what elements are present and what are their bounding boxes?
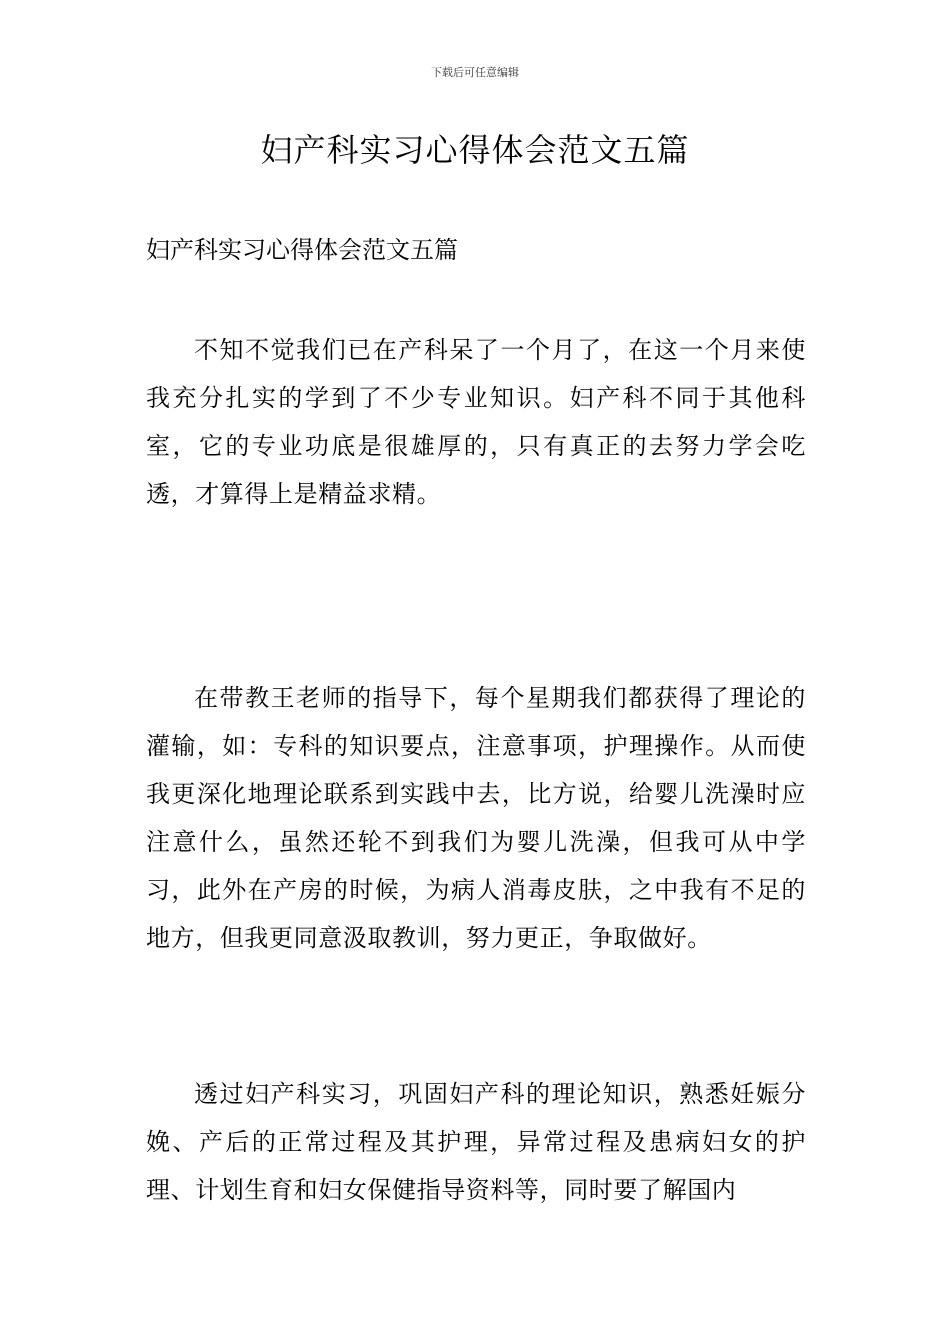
header-note: 下载后可任意编辑 — [431, 66, 519, 79]
document-subtitle: 妇产科实习心得体会范文五篇 — [146, 236, 458, 264]
paragraph-2: 在带教王老师的指导下，每个星期我们都获得了理论的灌输，如：专科的知识要点，注意事项，护理操作。从而使我更深化地理论联系到实践中去，比方说，给婴儿洗澡时应注意什么，虽然还轮不到我们为婴儿洗澡，但我可从中学习，此外在产房的时候，为病人消毒皮肤，之中我有不足的地方，但我更同意汲取教训，努力更正，争取做好。 — [146, 684, 806, 952]
document-title: 妇产科实习心得体会范文五篇 — [260, 131, 690, 169]
paragraph-3: 透过妇产科实习，巩固妇产科的理论知识，熟悉妊娠分娩、产后的正常过程及其护理，异常过程及患病妇女的护理、计划生育和妇女保健指导资料等，同时要了解国内 — [146, 1080, 806, 1204]
paragraph-1: 不知不觉我们已在产科呆了一个月了，在这一个月来使我充分扎实的学到了不少专业知识。妇产科不同于其他科室，它的专业功底是很雄厚的，只有真正的去努力学会吃透，才算得上是精益求精。 — [146, 336, 806, 508]
